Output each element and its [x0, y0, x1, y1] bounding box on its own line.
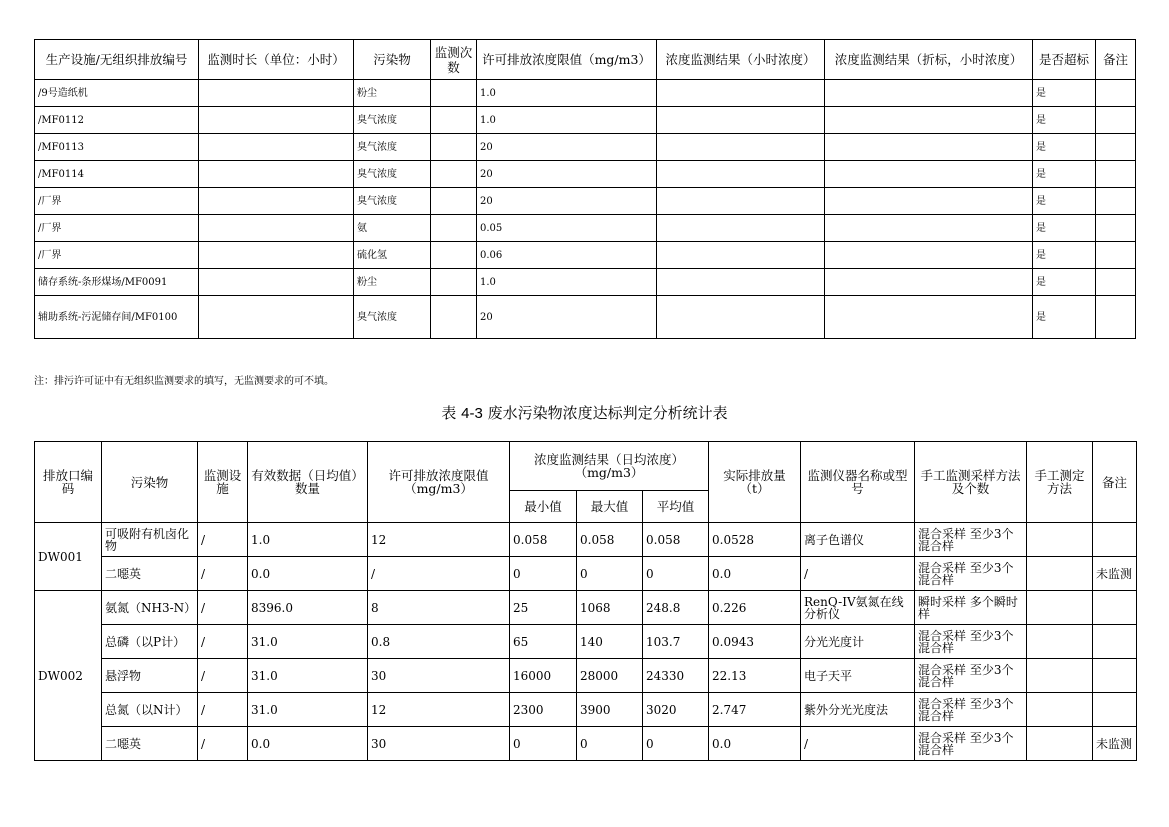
- table-cell: [1027, 727, 1093, 761]
- table-cell: 16000: [510, 659, 577, 693]
- table-cell: 总磷（以P计）: [102, 625, 198, 659]
- table-cell: /: [368, 557, 510, 591]
- table2-header-row: [35, 442, 1137, 491]
- table-cell: [657, 134, 825, 161]
- header-remark: 备注: [1093, 442, 1137, 523]
- table-cell: [825, 188, 1033, 215]
- table-cell: 0.0528: [709, 523, 801, 557]
- table-cell: 0.8: [368, 625, 510, 659]
- table1-header: 监测次数: [431, 40, 477, 80]
- table-cell: 24330: [643, 659, 709, 693]
- table-cell: [657, 296, 825, 339]
- table-row: [35, 269, 1136, 296]
- table-cell: 二噁英: [102, 557, 198, 591]
- table-row: [35, 80, 1136, 107]
- table-cell: 1.0: [477, 107, 657, 134]
- table-cell: 瞬时采样 多个瞬时样: [915, 591, 1027, 625]
- table-cell: 辅助系统-污泥储存间/MF0100: [35, 296, 199, 339]
- table-cell: 0.0: [709, 727, 801, 761]
- table-row: [35, 296, 1136, 339]
- table-cell: 是: [1033, 134, 1096, 161]
- table-cell: /MF0114: [35, 161, 199, 188]
- wastewater-pollutant-table: [34, 441, 1137, 761]
- table-cell: 臭气浓度: [354, 107, 431, 134]
- table-row: [35, 134, 1136, 161]
- table-cell: 悬浮物: [102, 659, 198, 693]
- table-cell: /: [198, 727, 248, 761]
- table-cell: /: [198, 625, 248, 659]
- table-cell: 紫外分光光度法: [801, 693, 915, 727]
- table-cell: 12: [368, 693, 510, 727]
- table-cell: [1096, 161, 1136, 188]
- table-cell: [1093, 591, 1137, 625]
- table-cell: /厂界: [35, 188, 199, 215]
- table-cell: [431, 107, 477, 134]
- table-cell: [431, 242, 477, 269]
- table-cell: 1068: [577, 591, 643, 625]
- table-cell: 2.747: [709, 693, 801, 727]
- table-cell: [1096, 269, 1136, 296]
- table-cell: [657, 188, 825, 215]
- table-cell: 是: [1033, 188, 1096, 215]
- table-cell: 12: [368, 523, 510, 557]
- table-cell: [199, 161, 354, 188]
- table-cell: 8: [368, 591, 510, 625]
- table-cell: [1027, 659, 1093, 693]
- table-cell: 总氮（以N计）: [102, 693, 198, 727]
- table-cell: [1093, 659, 1137, 693]
- table-row: [35, 625, 1137, 659]
- table-cell: [1093, 523, 1137, 557]
- table-cell: 0.226: [709, 591, 801, 625]
- table-cell: [825, 242, 1033, 269]
- table-cell: 是: [1033, 107, 1096, 134]
- table-cell: 二噁英: [102, 727, 198, 761]
- table-cell: 0: [643, 557, 709, 591]
- table2-title: [0, 402, 1169, 423]
- table-cell: [1096, 242, 1136, 269]
- table-cell: [657, 242, 825, 269]
- header-manual-method: 手工监测采样方法及个数: [915, 442, 1027, 523]
- table-cell: [431, 296, 477, 339]
- table-row: [35, 242, 1136, 269]
- table-cell: [1027, 693, 1093, 727]
- table-cell: 0: [510, 557, 577, 591]
- table-cell: [657, 215, 825, 242]
- table-cell: [431, 134, 477, 161]
- table-cell: [431, 215, 477, 242]
- table-cell: 离子色谱仪: [801, 523, 915, 557]
- table-cell: [199, 188, 354, 215]
- table-cell: 氨氮（NH3-N）: [102, 591, 198, 625]
- table-cell: [1096, 296, 1136, 339]
- table-cell: [199, 215, 354, 242]
- table-cell: 硫化氢: [354, 242, 431, 269]
- table-row: [35, 161, 1136, 188]
- table1-header: 污染物: [354, 40, 431, 80]
- table-cell: [825, 215, 1033, 242]
- table-row: [35, 557, 1137, 591]
- table-cell: [825, 107, 1033, 134]
- table-cell: 22.13: [709, 659, 801, 693]
- table-cell: 是: [1033, 80, 1096, 107]
- table-cell: /: [198, 693, 248, 727]
- table-cell: 8396.0: [248, 591, 368, 625]
- table-cell: [657, 269, 825, 296]
- table-cell: 3900: [577, 693, 643, 727]
- header-instrument: 监测仪器名称或型号: [801, 442, 915, 523]
- header-result-group: 浓度监测结果（日均浓度）（mg/m3）: [510, 442, 709, 491]
- outlet-code: DW001: [35, 523, 102, 591]
- table-cell: [657, 80, 825, 107]
- table1-header: 生产设施/无组织排放编号: [35, 40, 199, 80]
- table-cell: 0.05: [477, 215, 657, 242]
- table-cell: 0: [510, 727, 577, 761]
- table-cell: 混合采样 至少3个混合样: [915, 693, 1027, 727]
- table-cell: [1027, 557, 1093, 591]
- outlet-code: DW002: [35, 591, 102, 761]
- table-cell: 103.7: [643, 625, 709, 659]
- title-prefix: 表: [441, 404, 457, 422]
- table-cell: 混合采样 至少3个混合样: [915, 625, 1027, 659]
- table-cell: 31.0: [248, 659, 368, 693]
- table-cell: 0: [643, 727, 709, 761]
- table-cell: 0.058: [510, 523, 577, 557]
- table-cell: 混合采样 至少3个混合样: [915, 727, 1027, 761]
- table-cell: /: [801, 557, 915, 591]
- table-row: [35, 591, 1137, 625]
- table-cell: 氨: [354, 215, 431, 242]
- table-cell: [199, 80, 354, 107]
- table-cell: 0.06: [477, 242, 657, 269]
- table1-header: 是否超标: [1033, 40, 1096, 80]
- table-row: [35, 215, 1136, 242]
- table-cell: 是: [1033, 296, 1096, 339]
- table-cell: 20: [477, 134, 657, 161]
- header-valid-count: 有效数据（日均值）数量: [248, 442, 368, 523]
- table-cell: /厂界: [35, 242, 199, 269]
- table-cell: 臭气浓度: [354, 161, 431, 188]
- table-cell: /厂界: [35, 215, 199, 242]
- table-cell: 0.0: [709, 557, 801, 591]
- table-cell: [199, 134, 354, 161]
- table-cell: 臭气浓度: [354, 296, 431, 339]
- table-cell: /: [801, 727, 915, 761]
- table-cell: [431, 188, 477, 215]
- table-cell: 248.8: [643, 591, 709, 625]
- unorganized-emission-table: [34, 39, 1136, 339]
- table-cell: [825, 269, 1033, 296]
- table-cell: [1096, 107, 1136, 134]
- table-cell: RenQ-IV氨氮在线分析仪: [801, 591, 915, 625]
- table-cell: [199, 296, 354, 339]
- table1-header: 浓度监测结果（小时浓度）: [657, 40, 825, 80]
- table-cell: 未监测: [1093, 727, 1137, 761]
- header-pollutant: 污染物: [102, 442, 198, 523]
- table-cell: /MF0112: [35, 107, 199, 134]
- header-actual: 实际排放量（t）: [709, 442, 801, 523]
- table-cell: 31.0: [248, 693, 368, 727]
- table-cell: 混合采样 至少3个混合样: [915, 523, 1027, 557]
- table-cell: 是: [1033, 269, 1096, 296]
- table-cell: [199, 107, 354, 134]
- header-manual-measure: 手工测定方法: [1027, 442, 1093, 523]
- table-cell: [1093, 693, 1137, 727]
- table-row: [35, 523, 1137, 557]
- table-cell: 1.0: [248, 523, 368, 557]
- table-cell: 0: [577, 727, 643, 761]
- table-cell: 30: [368, 659, 510, 693]
- title-number: 4-3: [461, 405, 483, 422]
- table-cell: [657, 161, 825, 188]
- table-cell: [431, 269, 477, 296]
- table1-header: 监测时长（单位：小时）: [199, 40, 354, 80]
- table-cell: 0.0943: [709, 625, 801, 659]
- table-cell: [431, 161, 477, 188]
- table1-header: 许可排放浓度限值（mg/m3）: [477, 40, 657, 80]
- table-row: [35, 107, 1136, 134]
- table-cell: 0.058: [643, 523, 709, 557]
- table1-header: 备注: [1096, 40, 1136, 80]
- table-cell: 0.0: [248, 557, 368, 591]
- table-cell: 粉尘: [354, 269, 431, 296]
- table-cell: 31.0: [248, 625, 368, 659]
- table-cell: 30: [368, 727, 510, 761]
- table-cell: 臭气浓度: [354, 188, 431, 215]
- table-cell: [1093, 625, 1137, 659]
- table-row: [35, 188, 1136, 215]
- table-cell: 可吸附有机卤化物: [102, 523, 198, 557]
- title-text: 废水污染物浓度达标判定分析统计表: [487, 404, 728, 422]
- table-row: [35, 693, 1137, 727]
- table-cell: /MF0113: [35, 134, 199, 161]
- table-cell: 是: [1033, 215, 1096, 242]
- header-min: 最小值: [510, 491, 577, 523]
- table-cell: 20: [477, 188, 657, 215]
- table-cell: 1.0: [477, 269, 657, 296]
- table-cell: [825, 296, 1033, 339]
- header-facility: 监测设施: [198, 442, 248, 523]
- table-cell: [1027, 523, 1093, 557]
- table-cell: /: [198, 523, 248, 557]
- table-row: [35, 659, 1137, 693]
- table-cell: [825, 161, 1033, 188]
- table-cell: 粉尘: [354, 80, 431, 107]
- table-cell: [1096, 215, 1136, 242]
- table-cell: 28000: [577, 659, 643, 693]
- header-avg: 平均值: [643, 491, 709, 523]
- table-cell: 0.058: [577, 523, 643, 557]
- table-cell: 混合采样 至少3个混合样: [915, 659, 1027, 693]
- table-cell: 未监测: [1093, 557, 1137, 591]
- table-cell: 25: [510, 591, 577, 625]
- header-limit: 许可排放浓度限值（mg/m3）: [368, 442, 510, 523]
- table1-header-row: [35, 40, 1136, 80]
- table-cell: /: [198, 659, 248, 693]
- table-cell: 臭气浓度: [354, 134, 431, 161]
- table-cell: /9号造纸机: [35, 80, 199, 107]
- table-row: [35, 727, 1137, 761]
- table-cell: 是: [1033, 161, 1096, 188]
- table-cell: [1027, 625, 1093, 659]
- table-cell: 0.0: [248, 727, 368, 761]
- table-cell: 65: [510, 625, 577, 659]
- table-cell: 20: [477, 296, 657, 339]
- table-cell: [825, 134, 1033, 161]
- table-cell: [199, 242, 354, 269]
- table-cell: [199, 269, 354, 296]
- table-cell: 0: [577, 557, 643, 591]
- table-cell: 3020: [643, 693, 709, 727]
- table-cell: 1.0: [477, 80, 657, 107]
- table-cell: 储存系统-条形煤场/MF0091: [35, 269, 199, 296]
- table1-header: 浓度监测结果（折标，小时浓度）: [825, 40, 1033, 80]
- table-cell: [657, 107, 825, 134]
- table1-footnote: 注：排污许可证中有无组织监测要求的填写，无监测要求的可不填。: [34, 376, 334, 387]
- table-cell: /: [198, 557, 248, 591]
- table-cell: [1096, 134, 1136, 161]
- table-cell: 140: [577, 625, 643, 659]
- table-cell: 2300: [510, 693, 577, 727]
- header-outlet: 排放口编码: [35, 442, 102, 523]
- table-cell: 是: [1033, 242, 1096, 269]
- table-cell: /: [198, 591, 248, 625]
- table-cell: 混合采样 至少3个混合样: [915, 557, 1027, 591]
- table-cell: [1096, 188, 1136, 215]
- table-cell: [431, 80, 477, 107]
- table-cell: [1096, 80, 1136, 107]
- table-cell: 分光光度计: [801, 625, 915, 659]
- table-cell: 20: [477, 161, 657, 188]
- table-cell: 电子天平: [801, 659, 915, 693]
- table-cell: [1027, 591, 1093, 625]
- table-cell: [825, 80, 1033, 107]
- header-max: 最大值: [577, 491, 643, 523]
